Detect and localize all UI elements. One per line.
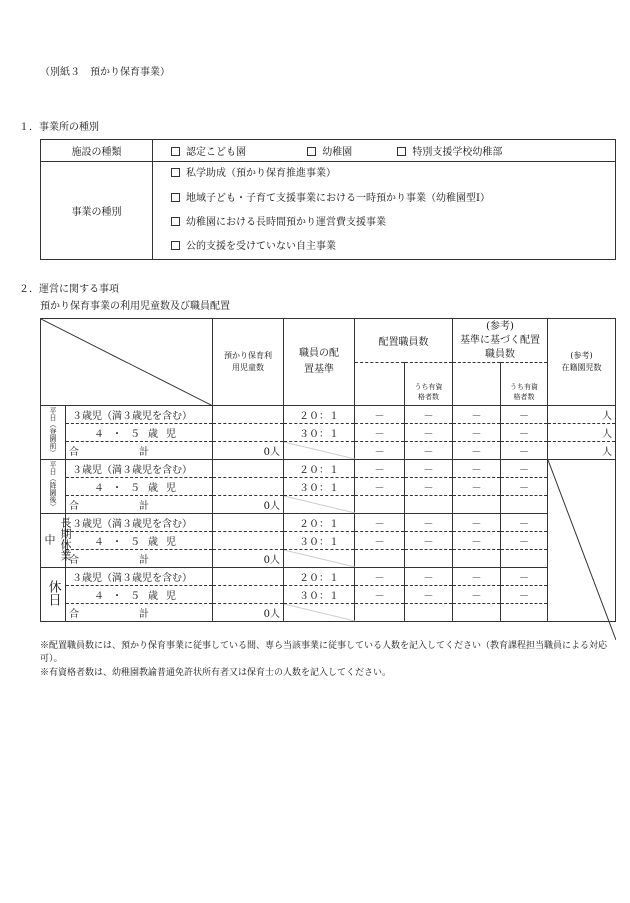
users-cell[interactable] (213, 586, 284, 604)
ref-qualified-cell: － (501, 406, 548, 424)
ref-cell: － (453, 568, 501, 586)
ratio-cell: ３０：１ (284, 532, 355, 550)
project-option[interactable]: 地域子ども・子育て支援事業における一時預かり事業（幼稚園型Ⅰ） (171, 187, 615, 211)
ratio-cell: ２０：１ (284, 460, 355, 478)
staff-blank (355, 550, 405, 568)
staff-cell[interactable]: － (355, 568, 405, 586)
users-cell[interactable] (213, 460, 284, 478)
checkbox-icon[interactable] (171, 193, 180, 202)
total-cell: 0人 (213, 496, 284, 514)
ref-qualified-cell: － (501, 586, 548, 604)
qualified-blank (405, 604, 453, 622)
ref-cell: － (453, 514, 501, 532)
staffing-table (40, 318, 616, 622)
qualified-cell[interactable]: － (405, 442, 453, 460)
ref-qualified-cell: － (501, 514, 548, 532)
page-title: （別紙３ 預かり保育事業） (40, 67, 170, 78)
enrolled-blank (548, 460, 616, 622)
ref-qualified-cell: － (501, 442, 548, 460)
enrolled-cell[interactable]: 人 (548, 424, 616, 442)
ref-qualified-blank (501, 604, 548, 622)
users-cell[interactable] (213, 514, 284, 532)
project-options (153, 162, 616, 260)
project-option[interactable]: 私学助成（預かり保育推進事業） (171, 163, 615, 187)
note-2: ※有資格者数は、幼稚園教諭普通免許状所有者又は保育士の人数を記入してください。 (40, 668, 392, 678)
ref-blank (453, 496, 501, 514)
standard-header: 職員の配置基準 (284, 319, 355, 406)
users-cell[interactable] (213, 478, 284, 496)
qualified-cell[interactable]: － (405, 406, 453, 424)
checkbox-icon[interactable] (171, 147, 180, 156)
ref-qualified-blank (501, 496, 548, 514)
diagonal-line (41, 319, 213, 406)
qualified-cell[interactable]: － (405, 460, 453, 478)
qualified-cell[interactable]: － (405, 514, 453, 532)
ratio-cell: ２０：１ (284, 514, 355, 532)
ratio-blank (284, 550, 355, 568)
staff-cell[interactable]: － (355, 532, 405, 550)
age-row-total: 合計 (66, 550, 213, 568)
total-cell: 0人 (213, 442, 284, 460)
qualified-header: うち有資格者数 (405, 363, 453, 406)
ratio-blank (284, 496, 355, 514)
ref-cell: － (453, 406, 501, 424)
project-type-label: 事業の種別 (41, 162, 153, 260)
ref-top-label: (参考) (486, 320, 514, 332)
qualified-cell[interactable]: － (405, 568, 453, 586)
users-cell[interactable] (213, 532, 284, 550)
facility-options (153, 140, 616, 162)
diagonal-header-cell (41, 319, 213, 406)
ref-qualified-header: うち有資格者数 (501, 363, 548, 406)
ratio-cell: ２０：１ (284, 568, 355, 586)
staff-cell[interactable]: － (355, 442, 405, 460)
age-row-45: ４・５歳児 (66, 424, 213, 442)
ref-basis-header (453, 319, 548, 363)
ref-qualified-cell: － (501, 568, 548, 586)
ref-basis-label: 基準に基づく配置職員数 (460, 334, 540, 360)
users-cell[interactable] (213, 406, 284, 424)
enrolled-cell[interactable]: 人 (548, 442, 616, 460)
ref-qualified-cell: － (501, 532, 548, 550)
group-label: 平日（降園後） (41, 460, 66, 514)
ref-blank (453, 550, 501, 568)
ref-cell: － (453, 442, 501, 460)
qualified-cell[interactable]: － (405, 586, 453, 604)
checkbox-icon[interactable] (171, 241, 180, 250)
section2-subheading: 預かり保育事業の利用児童数及び職員配置 (40, 301, 230, 312)
checkbox-icon[interactable] (397, 147, 406, 156)
users-cell[interactable] (213, 424, 284, 442)
qualified-cell[interactable]: － (405, 478, 453, 496)
ratio-cell: ２０：１ (284, 406, 355, 424)
age-row-3: ３歳児（満３歳児を含む） (66, 406, 213, 424)
qualified-cell[interactable]: － (405, 532, 453, 550)
users-header: 預かり保育利用児童数 (213, 319, 284, 406)
total-cell: 0人 (213, 550, 284, 568)
ratio-cell: ３０：１ (284, 478, 355, 496)
age-row-3: ３歳児（満３歳児を含む） (66, 568, 213, 586)
ratio-cell: ３０：１ (284, 586, 355, 604)
age-row-45: ４・５歳児 (66, 478, 213, 496)
staff-blank (355, 604, 405, 622)
staff-cell[interactable]: － (355, 460, 405, 478)
ref-qualified-cell: － (501, 460, 548, 478)
enrolled-header (548, 319, 616, 406)
faint-slash (284, 550, 355, 567)
age-row-total: 合計 (66, 496, 213, 514)
age-row-3: ３歳児（満３歳児を含む） (66, 514, 213, 532)
enrolled-diagonal (548, 460, 616, 640)
ref-cell: － (453, 478, 501, 496)
ref-cell: － (453, 424, 501, 442)
ratio-cell: ３０：１ (284, 424, 355, 442)
group-label: 長期休業中 (41, 514, 66, 568)
section1-heading: １．事業所の種別 (19, 122, 99, 133)
facility-type-label: 施設の種類 (41, 140, 153, 162)
facility-option[interactable]: 特別支援学校幼稚部 (397, 143, 502, 158)
enrolled-ref-label: (参考) (570, 351, 593, 360)
staff-cell[interactable]: － (355, 424, 405, 442)
ref-cell: － (453, 532, 501, 550)
section2-heading: ２．運営に関する事項 (19, 284, 119, 295)
checkbox-icon[interactable] (307, 147, 316, 156)
project-option[interactable]: 公的支援を受けていない自主事業 (171, 235, 615, 259)
group-label: 平日（登園前） (41, 406, 66, 460)
enrolled-cell[interactable]: 人 (548, 406, 616, 424)
qualified-blank (405, 550, 453, 568)
ref-cell: － (453, 586, 501, 604)
ref-sub-blank (453, 363, 501, 406)
ref-blank (453, 604, 501, 622)
group-label: 休日 (41, 568, 66, 622)
faint-slash (284, 496, 355, 513)
ref-qualified-cell: － (501, 478, 548, 496)
ref-cell: － (453, 460, 501, 478)
age-row-total: 合計 (66, 442, 213, 460)
note-1: ※配置職員数には、預かり保育事業に従事している間、専ら当該事業に従事している人数を記入してください（教育課程担当職員による対応可）。 (40, 641, 608, 664)
age-row-45: ４・５歳児 (66, 532, 213, 550)
enrolled-label: 在籍園児数 (561, 363, 602, 372)
facility-option[interactable]: 認定こども園 (171, 143, 304, 158)
staff-cell[interactable]: － (355, 586, 405, 604)
age-row-45: ４・５歳児 (66, 586, 213, 604)
total-cell: 0人 (213, 604, 284, 622)
age-row-total: 合計 (66, 604, 213, 622)
staff-cell[interactable]: － (355, 514, 405, 532)
staff-blank (355, 496, 405, 514)
staff-header: 配置職員数 (355, 319, 453, 363)
facility-type-table (40, 139, 616, 260)
faint-slash (284, 442, 355, 459)
checkbox-icon[interactable] (171, 217, 180, 226)
project-option[interactable]: 幼稚園における長時間預かり運営費支援事業 (171, 211, 615, 235)
ref-qualified-cell: － (501, 424, 548, 442)
qualified-blank (405, 496, 453, 514)
ratio-blank (284, 604, 355, 622)
staff-cell[interactable]: － (355, 406, 405, 424)
facility-option[interactable]: 幼稚園 (307, 143, 394, 158)
staff-cell[interactable]: － (355, 478, 405, 496)
ref-qualified-blank (501, 550, 548, 568)
ratio-blank (284, 442, 355, 460)
users-cell[interactable] (213, 568, 284, 586)
faint-slash (284, 604, 355, 621)
age-row-3: ３歳児（満３歳児を含む） (66, 460, 213, 478)
checkbox-icon[interactable] (171, 168, 180, 177)
staff-sub-blank (355, 363, 405, 406)
qualified-cell[interactable]: － (405, 424, 453, 442)
